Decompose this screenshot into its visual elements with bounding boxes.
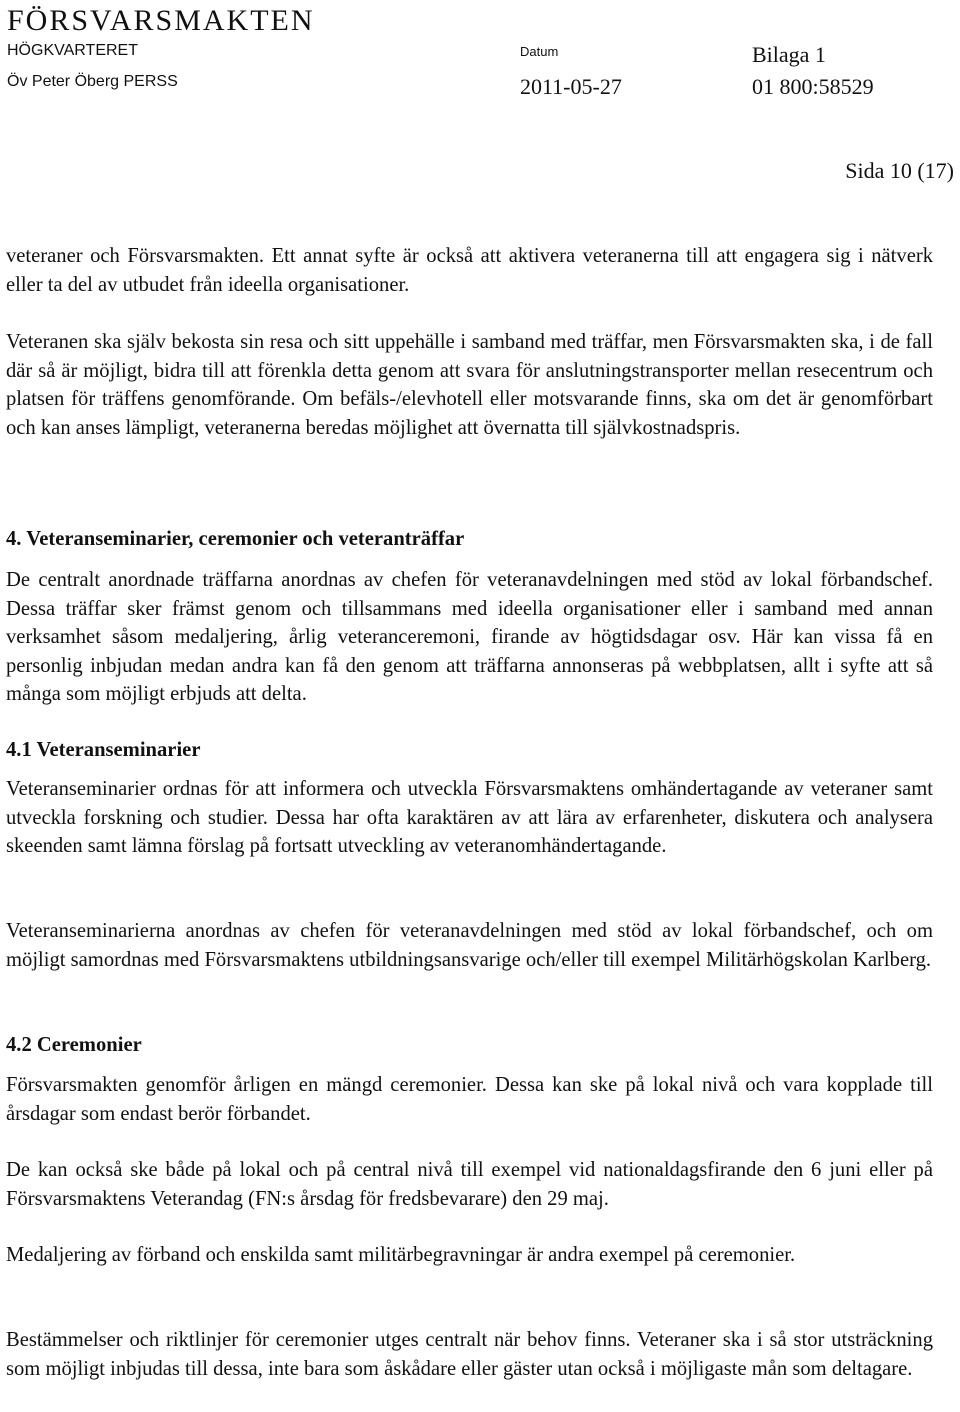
paragraph-5 [6,917,933,974]
subsection-heading: 4.1 Veteranseminarier [6,739,201,761]
paragraph-text: Veteranen ska själv bekosta sin resa och sitt uppehälle i samband med träffar, men Försvarsmakten ska, i de fall där så är möjligt, bidra till att förenkla detta genom att svara för anslutningstransporter mellan resecentrum och platsen för träffens genomförande. Om befäls-/elevhotell eller motsvarande finns, ska om det är genomförbart och kan anses lämpligt, veteranerna beredas möjlighet att övernatta till självkostnadspris. [6,331,933,439]
paragraph-text: De centralt anordnade träffarna anordnas av chefen för veteranavdelningen med stöd av lokal förbandschef. Dessa träffar sker främst genom och tillsammans med ideella organisationer eller i samband med annan verksamhet såsom medaljering, årlig veteranceremoni, firande av högtidsdagar osv. Här kan vissa få en personlig inbjudan medan andra kan få den genom att träffarna annonseras på webbplatsen, allt i syfte att så många som möjligt erbjuds att delta. [6,569,933,705]
paragraph-text: Veteranseminarier ordnas för att informera och utveckla Försvarsmaktens omhändertagande av veteraner samt utveckla forskning och studier. Dessa har ofta karaktären av att lära av erfarenheter, diskutera och analysera skeenden samt lämna förslag på fortsatt utveckling av veteranomhändertagande. [6,778,933,857]
unit-name: HÖGKVARTERET [7,42,138,59]
paragraph-4 [6,775,933,861]
section-heading: 4. Veteranseminarier, ceremonier och veteranträffar [6,528,465,550]
sender-name: Öv Peter Öberg PERSS [7,73,178,90]
reference-number: 01 800:58529 [752,74,874,99]
paragraph-text: veteraner och Försvarsmakten. Ett annat syfte är också att aktivera veteranerna till att engagera sig i nätverk eller ta del av utbudet från ideella organisationer. [6,245,933,296]
paragraph-7 [6,1156,933,1213]
paragraph-8 [6,1241,933,1270]
organization-name: FÖRSVARSMAKTEN [7,4,315,37]
section-4-1-heading-block [6,736,933,765]
page-number: Sida 10 (17) [845,158,954,183]
paragraph-text: Veteranseminarierna anordnas av chefen för veteranavdelningen med stöd av lokal förbandschef, och om möjligt samordnas med Försvarsmaktens utbildningsansvarige och/eller till exempel Militärhögskolan Karlberg. [6,920,933,971]
paragraph-text: Medaljering av förband och enskilda samt militärbegravningar är andra exempel på ceremonier. [6,1244,796,1266]
paragraph-6 [6,1071,933,1128]
paragraph-2 [6,328,933,442]
paragraph-text: Bestämmelser och riktlinjer för ceremonier utges centralt när behov finns. Veteraner ska i så stor utsträckning som möjligt inbjudas till dessa, inte bara som åskådare eller gäster utan också i möjligaste mån som deltagare. [6,1329,933,1380]
date-value: 2011-05-27 [520,74,622,99]
paragraph-text: De kan också ske både på lokal och på central nivå till exempel vid nationaldagsfirande den 6 juni eller på Försvarsmaktens Veterandag (FN:s årsdag för fredsbevarare) den 29 maj. [6,1159,933,1210]
paragraph-9 [6,1326,933,1383]
paragraph-3 [6,566,933,709]
paragraph-1 [6,242,933,299]
section-4-heading-block [6,525,933,554]
date-label: Datum [520,44,559,59]
section-4-2-heading-block [6,1031,933,1060]
subsection-heading: 4.2 Ceremonier [6,1034,142,1056]
paragraph-text: Försvarsmakten genomför årligen en mängd ceremonier. Dessa kan ske på lokal nivå och vara kopplade till årsdagar som endast berör förbandet. [6,1074,933,1125]
attachment-label: Bilaga 1 [752,42,826,67]
